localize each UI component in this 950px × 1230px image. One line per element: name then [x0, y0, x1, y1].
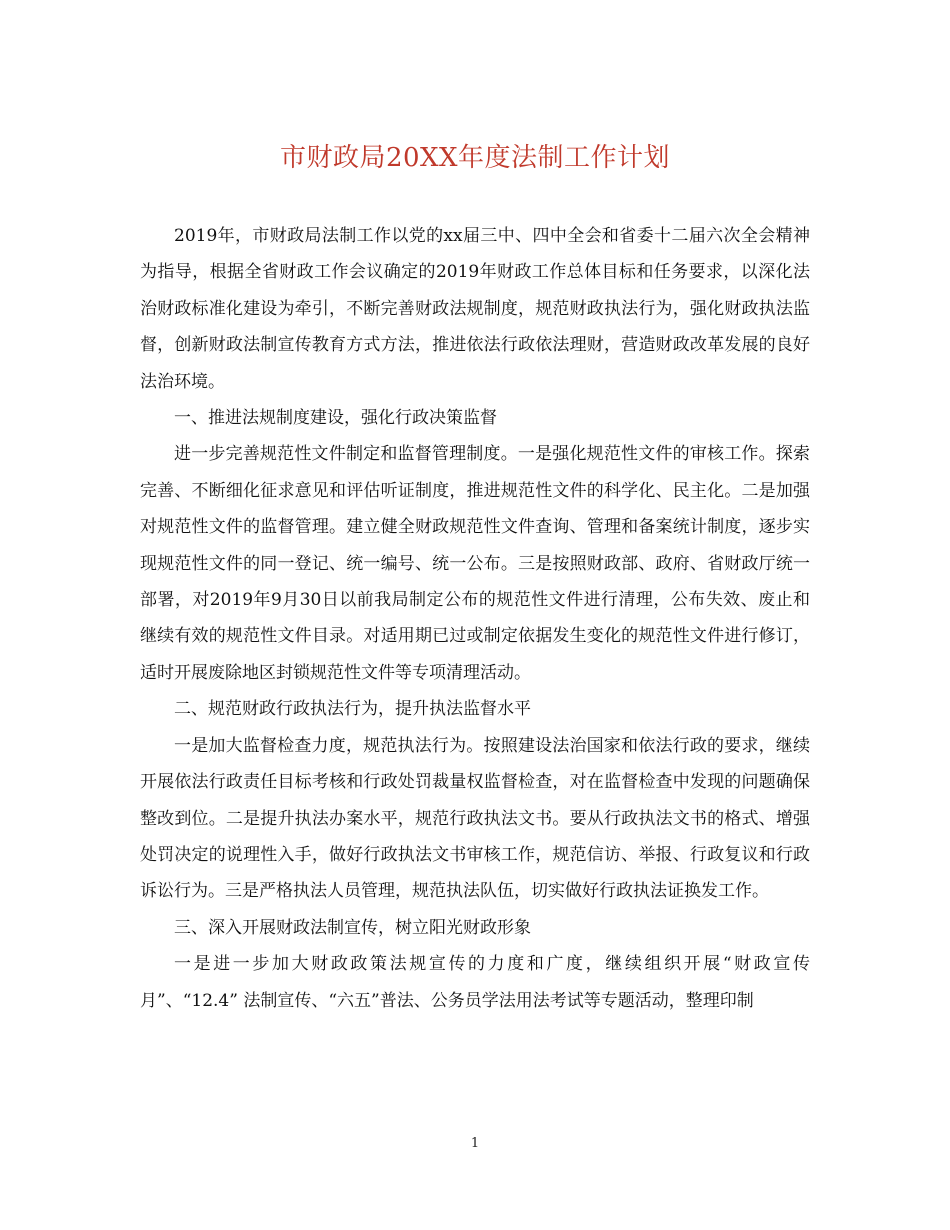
section-heading-1: 一、推进法规制度建设，强化行政决策监督: [174, 408, 497, 429]
document-body: [140, 218, 810, 1019]
section-2-paragraph: 一是加大监督检查力度，规范执法行为。按照建设法治国家和依法行政的要求，继续开展依法行政责任目标考核和行政处罚裁量权监督检查，对在监督检查中发现的问题确保整改到位。二是提升执法办案水平，规范行政执法文书。要从行政执法文书的格式、增强处罚决定的说理性入手，做好行政执法文书审核工作，规范信访、举报、行政复议和行政诉讼行为。三是严格执法人员管理，规范执法队伍，切实做好行政执法证换发工作。: [140, 735, 810, 902]
section-1-paragraph: 进一步完善规范性文件制定和监督管理制度。一是强化规范性文件的审核工作。探索完善、不断细化征求意见和评估听证制度，推进规范性文件的科学化、民主化。二是加强对规范性文件的监督管理。建立健全财政规范性文件查询、管理和备案统计制度，逐步实现规范性文件的同一登记、统一编号、统一公布。三是按照财政部、政府、省财政厅统一部署，对2019年9月30日以前我局制定公布的规范性文件进行清理，公布失效、废止和继续有效的规范性文件目录。对适用期已过或制定依据发生变化的规范性文件进行修订，适时开展废除地区封锁规范性文件等专项清理活动。: [140, 444, 810, 683]
intro-paragraph: 2019年，市财政局法制工作以党的xx届三中、四中全会和省委十二届六次全会精神为指导，根据全省财政工作会议确定的2019年财政工作总体目标和任务要求，以深化法治财政标准化建设为牵引，不断完善财政法规制度，规范财政执法行为，强化财政执法监督，创新财政法制宣传教育方式方法，推进依法行政依法理财，营造财政改革发展的良好法治环境。: [140, 226, 810, 392]
page-number: 1: [470, 1136, 480, 1151]
document-title: 市财政局20XX年度法制工作计划: [279, 143, 671, 173]
section-heading-3: 三、深入开展财政法制宣传，树立阳光财政形象: [174, 917, 531, 938]
section-heading-2: 二、规范财政行政执法行为，提升执法监督水平: [174, 699, 531, 720]
section-3-paragraph: 一是进一步加大财政政策法规宣传的力度和广度，继续组织开展“财政宣传月”、“12.4” 法制宣传、“六五”普法、公务员学法用法考试等专题活动，整理印制: [140, 954, 810, 1011]
